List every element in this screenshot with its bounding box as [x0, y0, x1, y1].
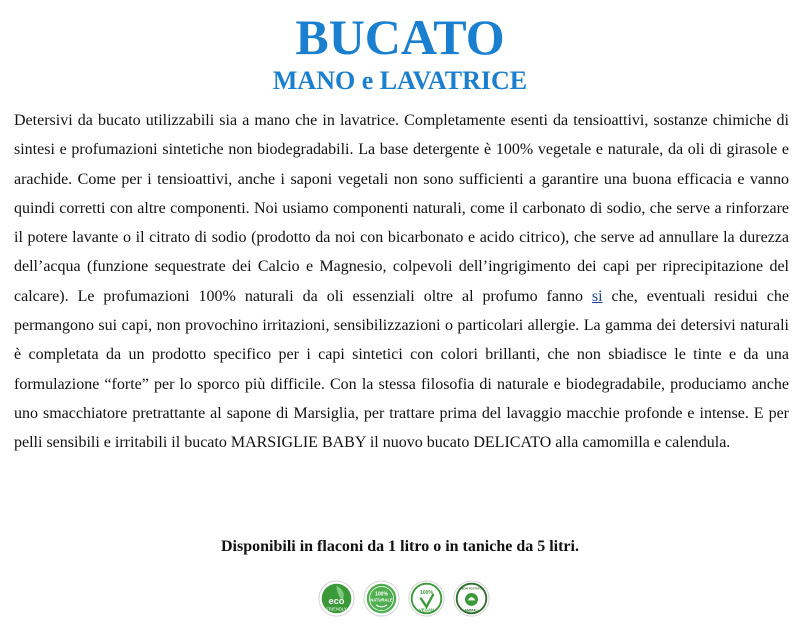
inline-link-word[interactable]: si [591, 287, 603, 305]
description-paragraph [14, 106, 789, 458]
badge-text-top: 100% [420, 589, 433, 596]
non-animal-tested-icon [453, 580, 490, 617]
badge-text-bottom: VEGAN [419, 606, 434, 612]
vegan-icon [408, 580, 445, 617]
description-text-part-1: Detersivi da bucato utilizzabili sia a mano che in lavatrice. Completamente esenti da tensioattivi, sostanze chimiche di sintesi e profumazioni sintetiche non biodegradabili. La base detergente è 100% vegetale e naturale, da oli di girasole e arachide. Come per i tensioattivi, anche i saponi vegetali non sono sufficienti a garantire una buona efficacia e vanno quindi corretti con altre componenti. Noi usiamo componenti naturali, come il carbonato di sodio, che serve a rinforzare il potere lavante o il citrato di sodio (prodotto da noi con bicarbonato e acido citrico), che serve ad annullare la durezza dell’acqua (funzione sequestrate dei Calcio e Magnesio, colpevoli dell’ingrigimento dei capi per riprecipitazione del calcare). Le profumazioni 100% naturali da oli essenziali oltre al profumo fanno [14, 112, 789, 305]
badge-text-top: 100% [375, 591, 388, 598]
badge-text-bottom: ANIMALI [464, 607, 479, 612]
availability-note: Disponibili in flaconi da 1 litro o in taniche da 5 litri. [221, 538, 579, 555]
page-title: BUCATO [295, 9, 505, 65]
badge-text-bottom: FRIENDLY [326, 606, 347, 612]
badge-text-bottom: NATURALE [370, 596, 393, 602]
eco-friendly-icon [318, 580, 355, 617]
page-subtitle: MANO e LAVATRICE [272, 66, 528, 95]
certification-badges [318, 576, 488, 620]
description-text-part-2: che, eventuali residui che permangono sui capi, non provochino irritazioni, sensibilizzazioni o particolari allergie. La gamma dei detersivi naturali è completata da un prodotto specifico per i capi sintetici con colori brillanti, che non sbiadisce le tinte e da una formulazione “forte” per lo sporco più difficile. Con la stessa filosofia di naturale e biodegradabile, produciamo anche uno smacchiatore pretrattante al sapone di Marsiglia, per trattare prima del lavaggio macchie profonde e intense. E per pelli sensibili e irritabili il bucato MARSIGLIE BABY il nuovo bucato DELICATO alla camomilla e calendula. [14, 287, 790, 452]
badge-text-top: eco [328, 595, 345, 606]
natural-icon [363, 580, 400, 617]
badge-text-top: NON TESTATO [461, 585, 482, 590]
